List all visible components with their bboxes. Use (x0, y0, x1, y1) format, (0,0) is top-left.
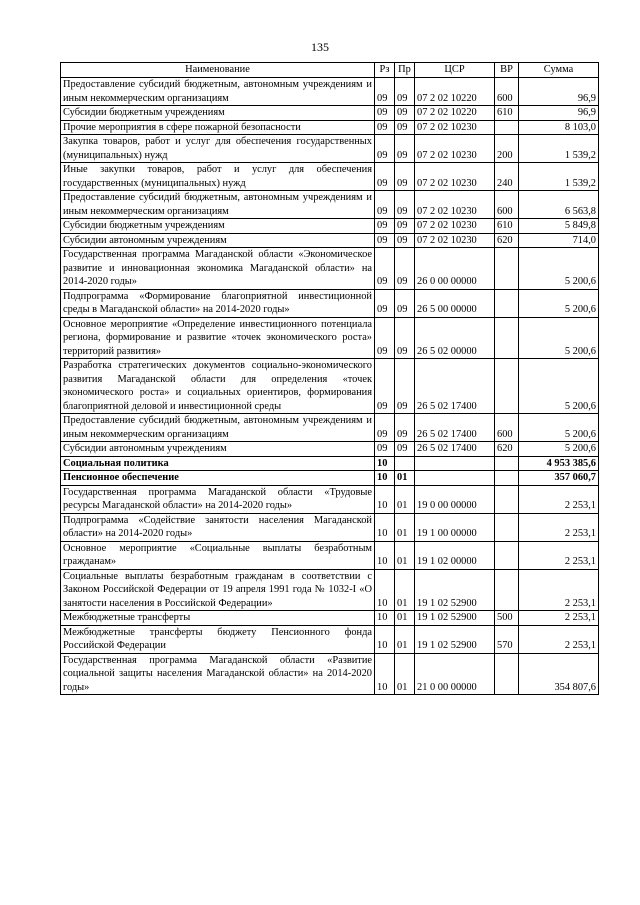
cell-rz: 09 (375, 289, 395, 317)
cell-name: Субсидии бюджетным учреждениям (61, 219, 375, 234)
cell-vr: 610 (495, 106, 519, 121)
cell-pr: 09 (395, 120, 415, 135)
cell-csr: 07 2 02 10230 (415, 233, 495, 248)
cell-rz: 10 (375, 456, 395, 471)
cell-name: Разработка стратегических документов социально-экономического развития Магаданской области для определения «точек экономического роста» и социальных ориентиров, формирования благоприятной деловой и инвестиционной среды (61, 359, 375, 414)
cell-sum: 2 253,1 (519, 625, 599, 653)
cell-rz: 10 (375, 611, 395, 626)
cell-name: Основное мероприятие «Определение инвестиционного потенциала региона, формирование и развитие «точек экономического роста» территорий развития» (61, 317, 375, 359)
cell-name: Государственная программа Магаданской области «Экономическое развитие и инновационная экономика Магаданской области» на 2014-2020 годы» (61, 248, 375, 290)
cell-pr (395, 456, 415, 471)
cell-vr: 620 (495, 442, 519, 457)
table-row (61, 513, 599, 541)
cell-csr: 26 5 02 00000 (415, 317, 495, 359)
table-row (61, 456, 599, 471)
header-row (61, 63, 599, 78)
table-row (61, 471, 599, 486)
cell-vr (495, 317, 519, 359)
table-row (61, 611, 599, 626)
cell-rz: 10 (375, 485, 395, 513)
cell-sum: 5 849,8 (519, 219, 599, 234)
cell-csr (415, 456, 495, 471)
cell-vr (495, 569, 519, 611)
cell-csr: 07 2 02 10230 (415, 191, 495, 219)
cell-sum: 5 200,6 (519, 414, 599, 442)
table-row (61, 219, 599, 234)
cell-vr: 620 (495, 233, 519, 248)
header-name: Наименование (61, 63, 375, 78)
cell-name: Межбюджетные трансферты (61, 611, 375, 626)
header-vr: ВР (495, 63, 519, 78)
cell-name: Закупка товаров, работ и услуг для обеспечения государственных (муниципальных) нужд (61, 135, 375, 163)
table-row (61, 317, 599, 359)
cell-rz: 09 (375, 233, 395, 248)
cell-sum: 5 200,6 (519, 317, 599, 359)
cell-sum: 714,0 (519, 233, 599, 248)
table-header (61, 63, 599, 78)
table-row (61, 625, 599, 653)
cell-rz: 10 (375, 569, 395, 611)
cell-csr: 21 0 00 00000 (415, 653, 495, 695)
cell-pr: 09 (395, 219, 415, 234)
cell-vr: 570 (495, 625, 519, 653)
cell-pr: 01 (395, 569, 415, 611)
cell-vr (495, 471, 519, 486)
cell-rz: 09 (375, 120, 395, 135)
header-csr: ЦСР (415, 63, 495, 78)
cell-sum: 357 060,7 (519, 471, 599, 486)
cell-name: Государственная программа Магаданской области «Трудовые ресурсы Магаданской области» на 2014-2020 годы» (61, 485, 375, 513)
cell-sum: 2 253,1 (519, 611, 599, 626)
cell-name: Межбюджетные трансферты бюджету Пенсионного фонда Российской Федерации (61, 625, 375, 653)
cell-csr: 07 2 02 10230 (415, 120, 495, 135)
cell-name: Государственная программа Магаданской области «Развитие социальной защиты населения Магаданской области» на 2014-2020 годы» (61, 653, 375, 695)
cell-vr: 200 (495, 135, 519, 163)
table-row (61, 442, 599, 457)
table-row (61, 541, 599, 569)
cell-csr: 26 5 02 17400 (415, 414, 495, 442)
cell-rz: 09 (375, 219, 395, 234)
cell-vr (495, 513, 519, 541)
cell-name: Предоставление субсидий бюджетным, автономным учреждениям и иным некоммерческим организациям (61, 191, 375, 219)
cell-name: Социальные выплаты безработным гражданам в соответствии с Законом Российской Федерации от 19 апреля 1991 года № 1032-I «О занятости населения в Российской Федерации» (61, 569, 375, 611)
cell-csr (415, 471, 495, 486)
cell-name: Субсидии автономным учреждениям (61, 233, 375, 248)
cell-csr: 26 5 02 17400 (415, 359, 495, 414)
cell-vr (495, 289, 519, 317)
cell-name: Основное мероприятие «Социальные выплаты безработным гражданам» (61, 541, 375, 569)
cell-pr: 09 (395, 414, 415, 442)
cell-csr: 07 2 02 10230 (415, 135, 495, 163)
cell-vr (495, 653, 519, 695)
table-row (61, 569, 599, 611)
header-pr: Пр (395, 63, 415, 78)
cell-pr: 09 (395, 442, 415, 457)
cell-pr: 01 (395, 541, 415, 569)
cell-csr: 26 5 00 00000 (415, 289, 495, 317)
cell-rz: 09 (375, 414, 395, 442)
table-body (61, 78, 599, 695)
cell-pr: 09 (395, 191, 415, 219)
table-row (61, 78, 599, 106)
cell-sum: 8 103,0 (519, 120, 599, 135)
cell-name: Иные закупки товаров, работ и услуг для обеспечения государственных (муниципальных) нужд (61, 163, 375, 191)
cell-pr: 09 (395, 78, 415, 106)
cell-csr: 07 2 02 10230 (415, 219, 495, 234)
cell-csr: 26 5 02 17400 (415, 442, 495, 457)
cell-pr: 01 (395, 513, 415, 541)
cell-pr: 09 (395, 359, 415, 414)
table-row (61, 414, 599, 442)
cell-vr: 600 (495, 191, 519, 219)
table-row (61, 191, 599, 219)
cell-rz: 09 (375, 317, 395, 359)
cell-rz: 09 (375, 78, 395, 106)
table-row (61, 135, 599, 163)
table-row (61, 106, 599, 121)
table-row (61, 289, 599, 317)
table-row (61, 359, 599, 414)
cell-name: Предоставление субсидий бюджетным, автономным учреждениям и иным некоммерческим организациям (61, 414, 375, 442)
cell-csr: 19 0 00 00000 (415, 485, 495, 513)
cell-rz: 09 (375, 106, 395, 121)
cell-csr: 26 0 00 00000 (415, 248, 495, 290)
cell-pr: 09 (395, 248, 415, 290)
cell-vr (495, 485, 519, 513)
cell-rz: 10 (375, 625, 395, 653)
cell-rz: 09 (375, 163, 395, 191)
cell-pr: 01 (395, 653, 415, 695)
cell-csr: 19 1 02 52900 (415, 625, 495, 653)
cell-rz: 09 (375, 442, 395, 457)
cell-name: Пенсионное обеспечение (61, 471, 375, 486)
cell-csr: 19 1 02 00000 (415, 541, 495, 569)
table-row (61, 248, 599, 290)
cell-sum: 2 253,1 (519, 569, 599, 611)
cell-rz: 10 (375, 653, 395, 695)
cell-sum: 96,9 (519, 106, 599, 121)
cell-sum: 2 253,1 (519, 485, 599, 513)
cell-rz: 10 (375, 541, 395, 569)
cell-sum: 5 200,6 (519, 442, 599, 457)
table-row (61, 653, 599, 695)
cell-name: Субсидии бюджетным учреждениям (61, 106, 375, 121)
cell-sum: 5 200,6 (519, 359, 599, 414)
header-sum: Сумма (519, 63, 599, 78)
cell-name: Субсидии автономным учреждениям (61, 442, 375, 457)
cell-vr: 240 (495, 163, 519, 191)
cell-vr (495, 359, 519, 414)
cell-pr: 09 (395, 233, 415, 248)
cell-pr: 09 (395, 135, 415, 163)
page-number: 135 (311, 40, 329, 54)
cell-rz: 10 (375, 513, 395, 541)
cell-csr: 07 2 02 10220 (415, 106, 495, 121)
cell-pr: 09 (395, 106, 415, 121)
cell-sum: 96,9 (519, 78, 599, 106)
cell-vr: 500 (495, 611, 519, 626)
cell-name: Социальная политика (61, 456, 375, 471)
cell-name: Подпрограмма «Содействие занятости населения Магаданской области» на 2014-2020 годы» (61, 513, 375, 541)
cell-csr: 19 1 02 52900 (415, 611, 495, 626)
cell-rz: 09 (375, 248, 395, 290)
cell-vr: 610 (495, 219, 519, 234)
cell-csr: 07 2 02 10220 (415, 78, 495, 106)
cell-name: Предоставление субсидий бюджетным, автономным учреждениям и иным некоммерческим организациям (61, 78, 375, 106)
header-rz: Рз (375, 63, 395, 78)
cell-vr (495, 120, 519, 135)
cell-rz: 09 (375, 191, 395, 219)
table-row (61, 120, 599, 135)
cell-pr: 01 (395, 611, 415, 626)
cell-sum: 4 953 385,6 (519, 456, 599, 471)
cell-sum: 5 200,6 (519, 248, 599, 290)
budget-table (60, 62, 599, 695)
table-row (61, 233, 599, 248)
cell-name: Прочие мероприятия в сфере пожарной безопасности (61, 120, 375, 135)
cell-csr: 07 2 02 10230 (415, 163, 495, 191)
cell-pr: 01 (395, 471, 415, 486)
cell-sum: 2 253,1 (519, 513, 599, 541)
cell-sum: 1 539,2 (519, 135, 599, 163)
cell-sum: 1 539,2 (519, 163, 599, 191)
cell-rz: 09 (375, 135, 395, 163)
cell-sum: 5 200,6 (519, 289, 599, 317)
cell-vr: 600 (495, 78, 519, 106)
cell-sum: 6 563,8 (519, 191, 599, 219)
cell-sum: 2 253,1 (519, 541, 599, 569)
table-row (61, 163, 599, 191)
cell-rz: 10 (375, 471, 395, 486)
cell-vr: 600 (495, 414, 519, 442)
cell-rz: 09 (375, 359, 395, 414)
cell-vr (495, 248, 519, 290)
cell-pr: 01 (395, 485, 415, 513)
cell-vr (495, 456, 519, 471)
cell-vr (495, 541, 519, 569)
cell-name: Подпрограмма «Формирование благоприятной инвестиционной среды в Магаданской области» на 2014-2020 годы» (61, 289, 375, 317)
cell-pr: 09 (395, 317, 415, 359)
cell-pr: 01 (395, 625, 415, 653)
cell-pr: 09 (395, 163, 415, 191)
cell-sum: 354 807,6 (519, 653, 599, 695)
table-row (61, 485, 599, 513)
cell-pr: 09 (395, 289, 415, 317)
cell-csr: 19 1 02 52900 (415, 569, 495, 611)
cell-csr: 19 1 00 00000 (415, 513, 495, 541)
